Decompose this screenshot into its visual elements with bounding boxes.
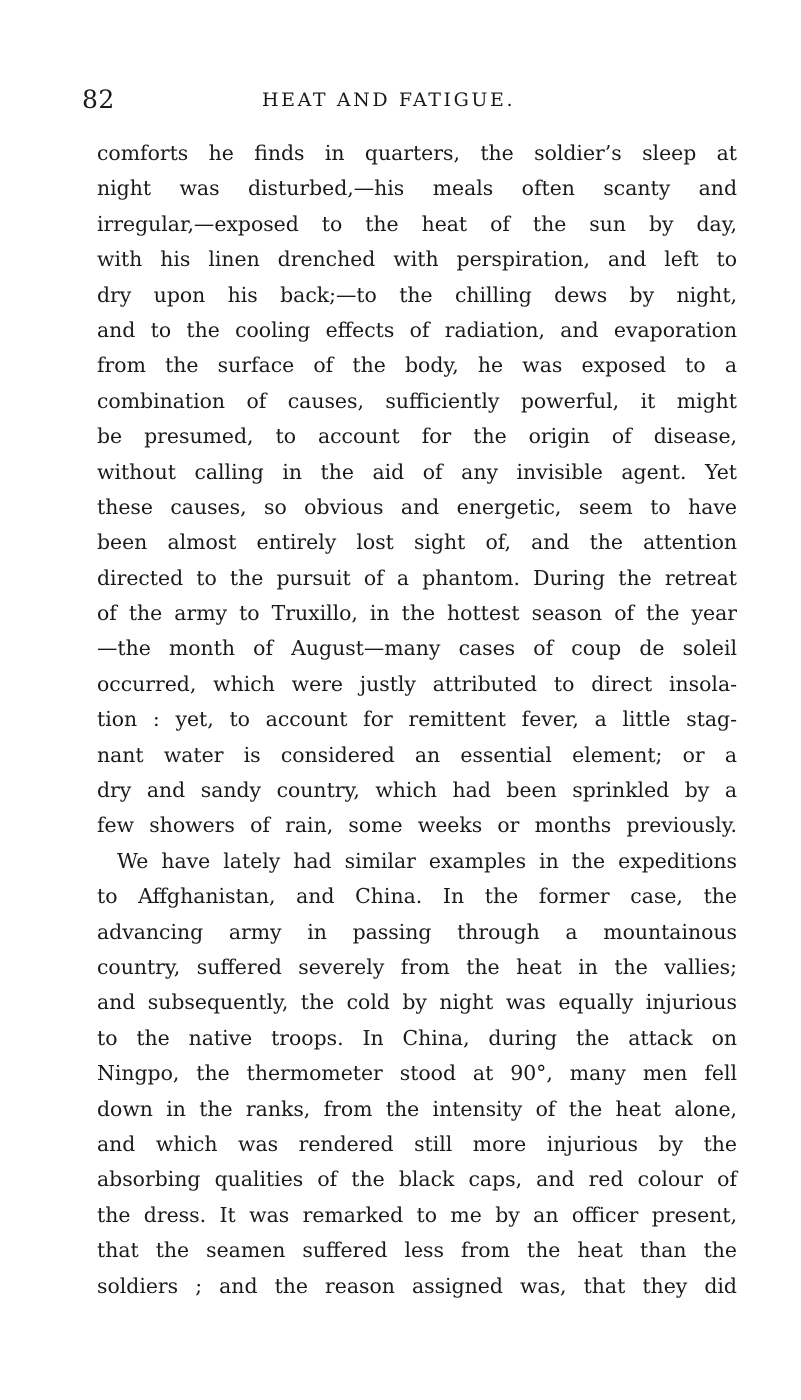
text-line: these causes, so obvious and energetic, seem to have [97, 494, 737, 519]
text-line: with his linen drenched with perspiration, and left to [97, 247, 737, 272]
text-line: of the army to Truxillo, in the hottest season of the year [97, 601, 737, 626]
text-line: tion : yet, to account for remittent fever, a little stag- [97, 707, 737, 732]
text-line: and which was rendered still more injurious by the [97, 1131, 737, 1156]
text-line: night was disturbed,—his meals often scanty and [97, 176, 737, 201]
text-line: down in the ranks, from the intensity of the heat alone, [97, 1096, 737, 1121]
text-line: comforts he finds in quarters, the soldier’s sleep at [97, 141, 737, 165]
text-line: few showers of rain, some weeks or months previously. [97, 813, 737, 838]
page-number: 82 [82, 85, 115, 114]
running-title: HEAT AND FATIGUE. [262, 89, 516, 111]
text-line: that the seamen suffered less from the heat than the [97, 1238, 737, 1263]
text-line: soldiers ; and the reason assigned was, that they did [97, 1273, 737, 1298]
text-line: to the native troops. In China, during the attack on [97, 1025, 737, 1050]
text-line: dry and sandy country, which had been sprinkled by a [97, 778, 737, 803]
text-line: from the surface of the body, he was exposed to a [97, 353, 737, 378]
text-line: occurred, which were justly attributed to direct insola- [97, 671, 737, 696]
paragraph-first-line: We have lately had similar examples in the expeditions [117, 848, 737, 873]
text-line: —the month of August—many cases of coup de soleil [97, 636, 737, 661]
text-line: dry upon his back;—to the chilling dews by night, [97, 282, 737, 307]
text-line: the dress. It was remarked to me by an officer present, [97, 1202, 737, 1227]
text-line: been almost entirely lost sight of, and the attention [97, 530, 737, 555]
text-line: without calling in the aid of any invisible agent. Yet [97, 459, 737, 484]
text-line: be presumed, to account for the origin of disease, [97, 424, 737, 449]
running-head [82, 84, 722, 116]
text-line: irregular,—exposed to the heat of the sun by day, [97, 211, 737, 236]
text-line: and to the cooling effects of radiation, and evaporation [97, 317, 737, 342]
text-line: and subsequently, the cold by night was equally injurious [97, 990, 737, 1015]
body-text [97, 136, 737, 1304]
text-line: combination of causes, sufficiently powerful, it might [97, 388, 737, 413]
text-line: directed to the pursuit of a phantom. During the retreat [97, 565, 737, 590]
text-line: advancing army in passing through a mountainous [97, 919, 737, 944]
text-line: nant water is considered an essential element; or a [97, 742, 737, 767]
text-line: to Affghanistan, and China. In the former case, the [97, 884, 737, 909]
text-line: Ningpo, the thermometer stood at 90°, many men fell [97, 1061, 737, 1086]
text-line: absorbing qualities of the black caps, and red colour of [97, 1167, 737, 1192]
text-line: country, suffered severely from the heat in the vallies; [97, 954, 737, 979]
